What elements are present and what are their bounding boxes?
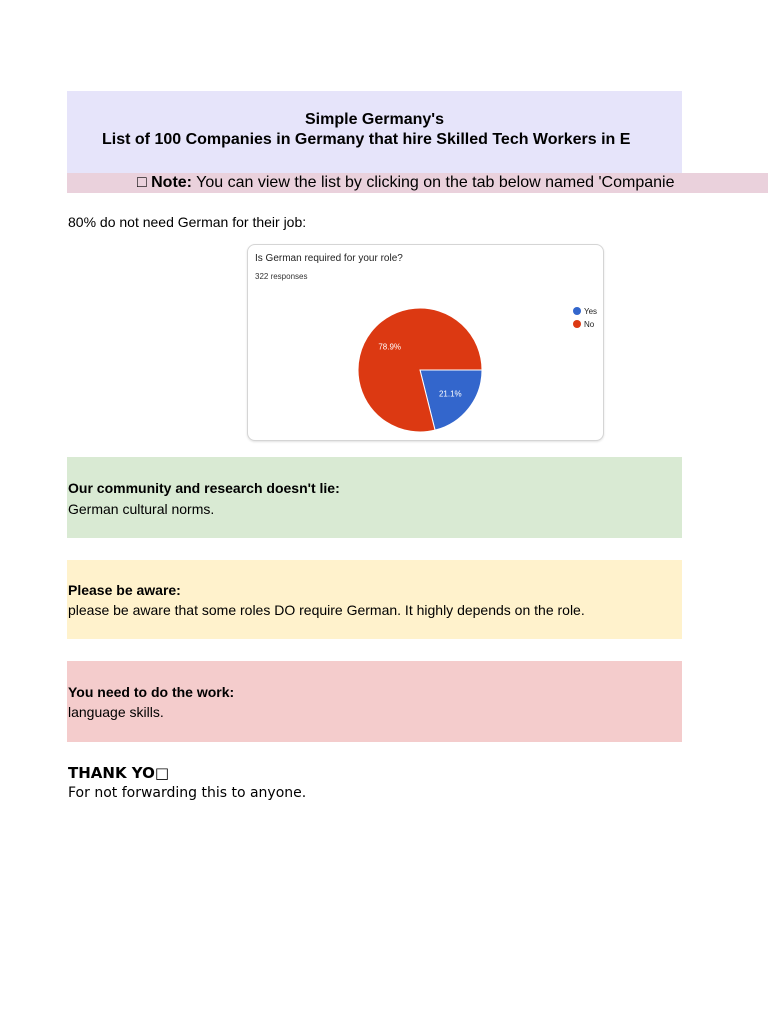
note-label: Note: xyxy=(151,174,193,191)
title-line-2: List of 100 Companies in Germany that hire Skilled Tech Workers in E xyxy=(102,131,631,148)
community-heading: Our community and research doesn't lie: xyxy=(68,480,340,496)
box-glyph-icon: □ xyxy=(154,764,170,782)
note-text xyxy=(137,174,683,192)
thanks-heading xyxy=(68,764,169,782)
work-body: language skills. xyxy=(68,704,164,720)
title-banner xyxy=(67,91,682,173)
legend-label-yes: Yes xyxy=(584,307,598,316)
aware-body: please be aware that some roles DO require German. It highly depends on the role. xyxy=(68,602,585,618)
chart-responses: 322 responses xyxy=(255,272,308,281)
work-box xyxy=(67,661,682,742)
legend-swatch-no xyxy=(573,320,581,328)
pie-slices xyxy=(358,308,482,432)
pie-chart xyxy=(248,245,603,440)
pie-label-no: 78.9% xyxy=(378,342,402,352)
community-body: German cultural norms. xyxy=(68,501,215,517)
chart-card xyxy=(247,244,604,441)
pie-legend xyxy=(573,307,597,329)
legend-label-no: No xyxy=(584,320,595,329)
chart-question: Is German required for your role? xyxy=(255,253,403,264)
stat-text: 80% do not need German for their job: xyxy=(68,214,307,230)
aware-box xyxy=(67,560,682,639)
note-message: You can view the list by clicking on the tab below named 'Companie xyxy=(192,174,675,191)
pie-label-yes: 21.1% xyxy=(438,389,462,399)
pin-icon: □ xyxy=(137,174,147,191)
note-banner xyxy=(67,173,768,193)
aware-heading: Please be aware: xyxy=(68,582,181,598)
thanks-body: For not forwarding this to anyone. xyxy=(68,785,307,801)
title-line-1: Simple Germany's xyxy=(305,111,444,128)
thanks-heading-text: THANK YO xyxy=(68,764,155,782)
community-box xyxy=(67,457,682,538)
legend-swatch-yes xyxy=(573,307,581,315)
work-heading: You need to do the work: xyxy=(68,684,235,700)
